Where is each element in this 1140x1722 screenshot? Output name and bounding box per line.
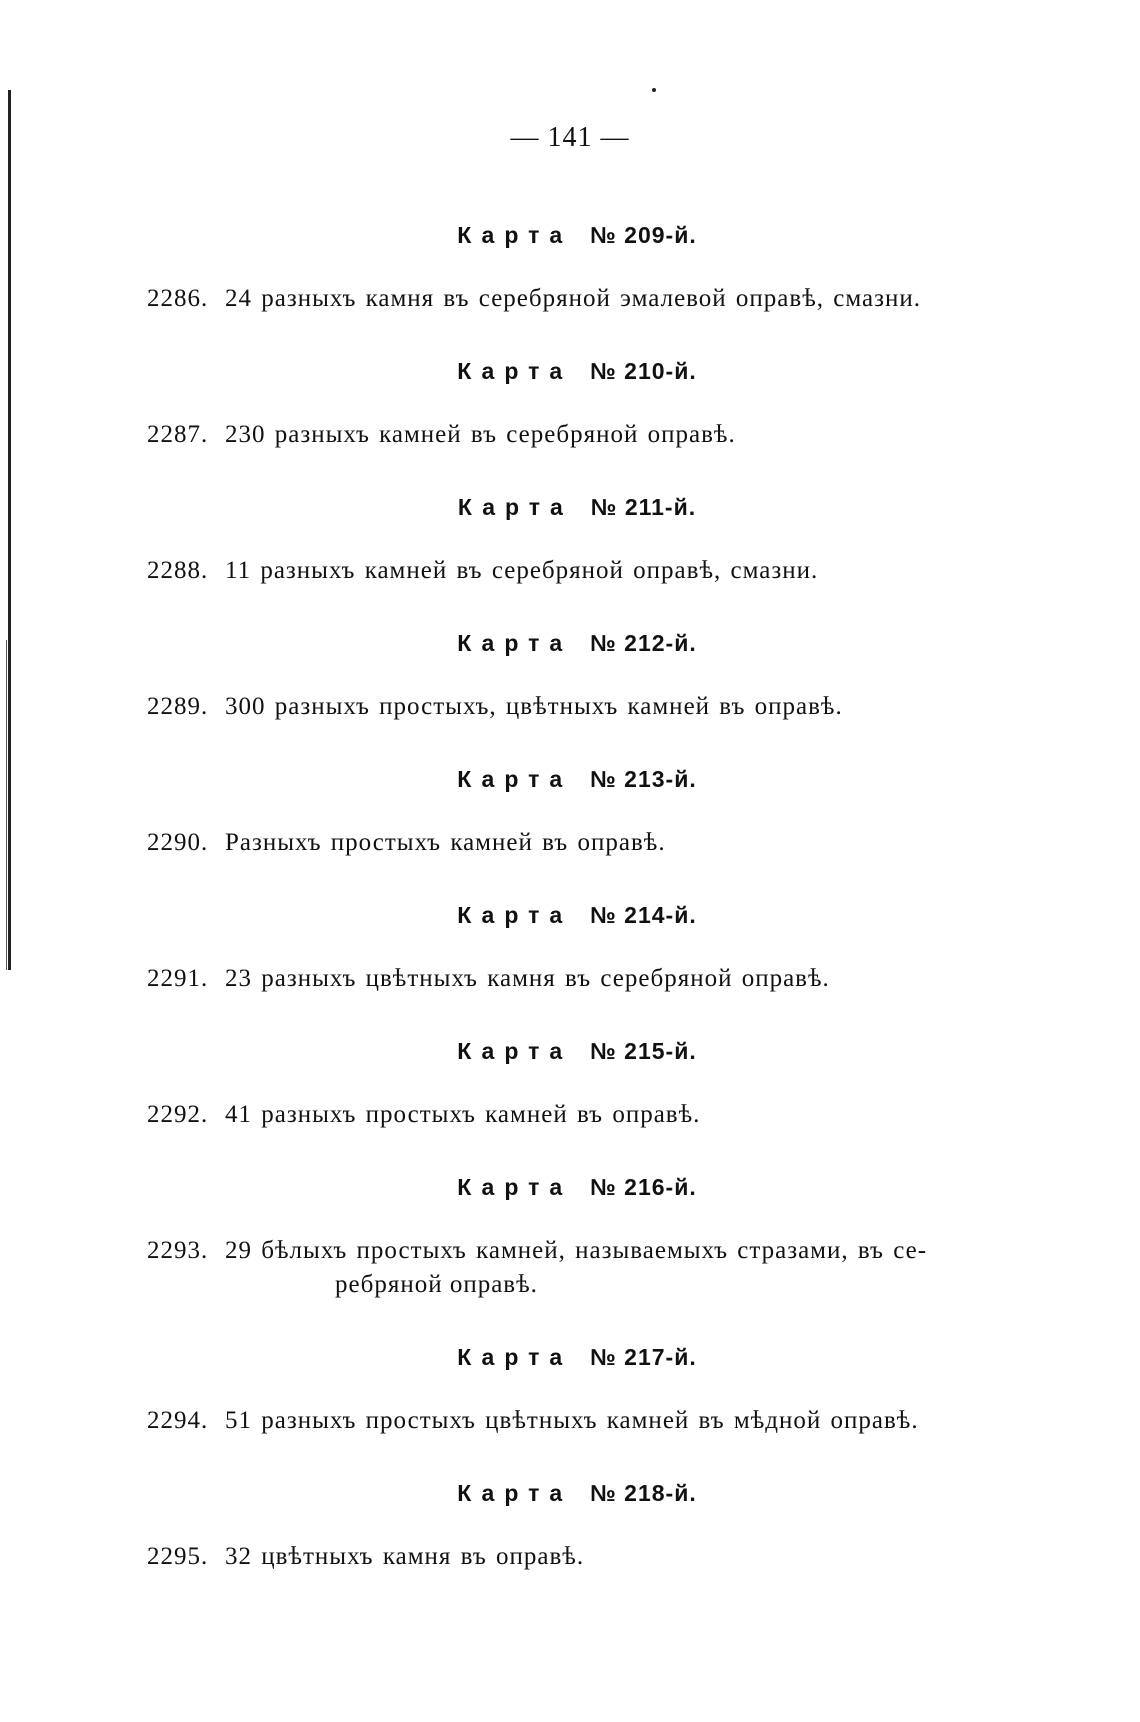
card-heading xyxy=(0,626,1140,660)
inventory-entry xyxy=(0,1540,957,1574)
card-heading-word: Карта xyxy=(457,766,573,792)
entry-text: 300 разныхъ простыхъ, цвѣтныхъ камней въ оправѣ. xyxy=(225,693,843,720)
card-heading-word: Карта xyxy=(457,358,573,384)
entry-number: 2287. xyxy=(147,421,209,448)
card-block xyxy=(0,1476,1140,1574)
card-block xyxy=(0,898,1140,996)
inventory-entry xyxy=(0,826,957,860)
card-heading-word: Карта xyxy=(457,1174,573,1200)
entry-text: 23 разныхъ цвѣтныхъ камня въ серебряной оправѣ. xyxy=(225,965,830,992)
card-heading-number: № 209-й. xyxy=(590,222,697,248)
entry-number: 2288. xyxy=(147,557,209,584)
inventory-entry xyxy=(0,690,957,724)
entry-number: 2295. xyxy=(147,1543,209,1570)
entry-text: 32 цвѣтныхъ камня въ оправѣ. xyxy=(225,1543,585,1570)
card-heading-number: № 212-й. xyxy=(590,630,697,656)
card-heading-word: Карта xyxy=(457,902,573,928)
card-block xyxy=(0,1170,1140,1302)
inventory-entry xyxy=(0,282,957,316)
card-heading xyxy=(0,1340,1140,1374)
card-heading xyxy=(0,490,1140,524)
inventory-entry xyxy=(0,418,957,452)
card-heading-number: № 210-й. xyxy=(590,358,697,384)
card-heading-word: Карта xyxy=(457,1480,573,1506)
card-block xyxy=(0,626,1140,724)
card-heading xyxy=(0,354,1140,388)
card-heading-number: № 211-й. xyxy=(590,494,697,520)
inventory-entry xyxy=(0,554,957,588)
inventory-list xyxy=(0,218,1140,1612)
entry-text: 11 разныхъ камней въ серебряной оправѣ, смазни. xyxy=(225,557,819,584)
inventory-entry xyxy=(0,962,957,996)
entry-number: 2291. xyxy=(147,965,209,992)
entry-text: 51 разныхъ простыхъ цвѣтныхъ камней въ мѣдной оправѣ. xyxy=(225,1407,919,1434)
card-heading xyxy=(0,218,1140,252)
card-block xyxy=(0,1034,1140,1132)
inventory-entry xyxy=(0,1098,957,1132)
card-heading xyxy=(0,1034,1140,1068)
entry-text: 230 разныхъ камней въ серебряной оправѣ. xyxy=(225,421,736,448)
entry-number: 2294. xyxy=(147,1407,209,1434)
entry-text: 29 бѣлыхъ простыхъ камней, называемыхъ стразами, въ се- xyxy=(225,1237,928,1264)
card-heading xyxy=(0,1170,1140,1204)
inventory-entry xyxy=(0,1234,957,1302)
entry-text: Разныхъ простыхъ камней въ оправѣ. xyxy=(225,829,666,856)
card-heading-number: № 215-й. xyxy=(590,1038,697,1064)
card-heading-word: Карта xyxy=(457,1344,573,1370)
card-block xyxy=(0,762,1140,860)
card-block xyxy=(0,1340,1140,1438)
card-heading-number: № 217-й. xyxy=(590,1344,697,1370)
card-heading xyxy=(0,762,1140,796)
entry-number: 2292. xyxy=(147,1101,209,1128)
page-number: — 141 — xyxy=(510,122,630,153)
card-heading-number: № 213-й. xyxy=(590,766,697,792)
card-heading-word: Карта xyxy=(457,630,573,656)
card-heading-number: № 218-й. xyxy=(590,1480,697,1506)
card-heading-word: Карта xyxy=(457,494,573,520)
entry-text-continuation: ребряной оправѣ. xyxy=(335,1271,538,1298)
card-heading-number: № 216-й. xyxy=(590,1174,697,1200)
card-block xyxy=(0,218,1140,316)
card-heading-word: Карта xyxy=(457,222,573,248)
card-block xyxy=(0,354,1140,452)
card-heading xyxy=(0,898,1140,932)
card-block xyxy=(0,490,1140,588)
entry-text: 24 разныхъ камня въ серебряной эмалевой оправѣ, смазни. xyxy=(225,285,922,312)
entry-number: 2290. xyxy=(147,829,209,856)
inventory-entry xyxy=(0,1404,957,1438)
entry-number: 2293. xyxy=(147,1237,209,1264)
entry-number: 2286. xyxy=(147,285,209,312)
card-heading xyxy=(0,1476,1140,1510)
entry-number: 2289. xyxy=(147,693,209,720)
card-heading-word: Карта xyxy=(457,1038,573,1064)
entry-text: 41 разныхъ простыхъ камней въ оправѣ. xyxy=(225,1101,701,1128)
scan-speck xyxy=(652,88,656,92)
card-heading-number: № 214-й. xyxy=(590,902,697,928)
